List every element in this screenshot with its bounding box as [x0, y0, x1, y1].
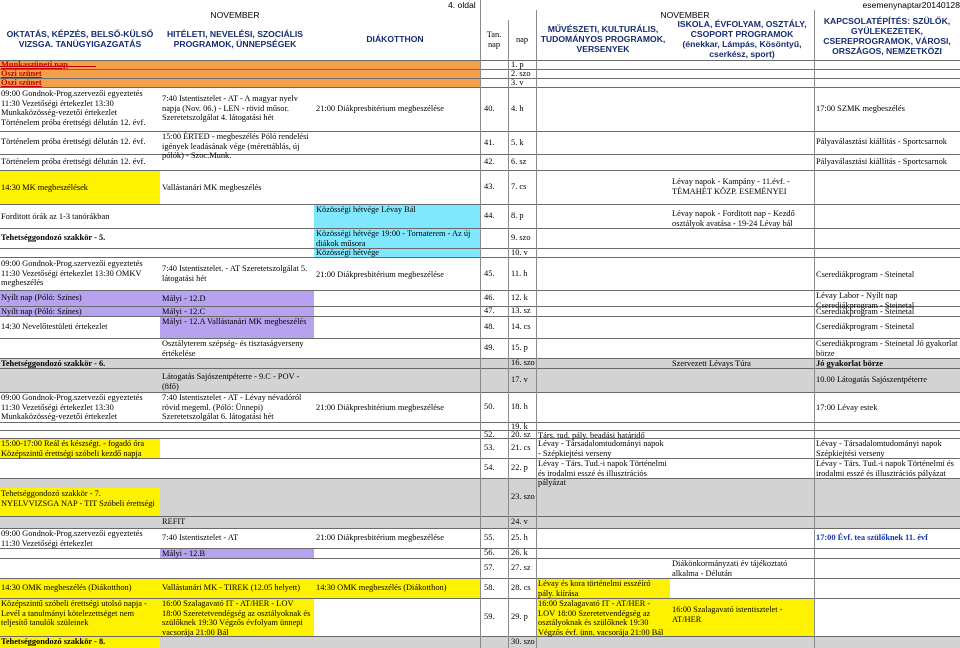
day-label: 1. p: [511, 60, 524, 69]
col2-r12: Mályi - 12.D: [162, 294, 206, 303]
col8-r22: Lévay - Társ. Tud.-i napok Történelmi és irodalmi esszé és illusztrációs pályázat: [816, 459, 954, 478]
col3-r25: 21:00 Diákpresbitérium megbeszélése: [316, 533, 444, 542]
col1-r21: 15:00-17:00 Reál és készségt. - fogadó óra Középszintű érettségi szóbeli kezdő napja: [1, 439, 145, 458]
col1-r8: Forditott órák az 1-3 tanórákban: [1, 212, 110, 221]
day-label: 5. k: [511, 137, 524, 147]
col8-r16: Jó gyakorlat börze: [816, 359, 883, 368]
col1-r4: 09:00 Gondnok-Prog.szervezői egyeztetés 11:30 Vezetőségi értekezlet 13:30 Munkaközösség-vezetői értekezlet Történelem próba érettségi délután 12. évf.: [1, 89, 146, 127]
col7-r8: Lévay napok - Forditott nap - Kezdő osztályok avatása - 19-24 Lévay bál: [672, 209, 795, 228]
month-label-left: NOVEMBER: [210, 10, 260, 20]
day-label: 3. v: [511, 78, 524, 87]
school-day-number: 55.: [484, 533, 495, 542]
col1-r18: 09:00 Gondnok-Prog.szervezői egyeztetés 11:30 Vezetőségi értekezlet 13:30 Munkaközösség-vezetői értekezlet: [1, 393, 143, 422]
col6-r21: Lévay - Társadalomtudományi napok - Szépkiejtési verseny: [538, 439, 664, 458]
header-relations: KAPCSOLATÉPÍTÉS: SZÜLŐK, GYÜLEKEZETEK, CSEREPROGRAMOK, VÁROSI, ORSZÁGOS, NEMZETKÖZI: [823, 16, 951, 56]
col1-r28: 14:30 OMK megbeszélés (Diákotthon): [1, 583, 132, 592]
header-school-day: Tan. nap: [486, 30, 502, 49]
school-day-number: 56.: [484, 548, 495, 557]
day-label: 24. v: [511, 517, 528, 526]
header-education: OKTATÁS, KÉPZÉS, BELSŐ-KÜLSŐ VIZSGA. TANÜGYIGAZGATÁS: [6, 29, 154, 49]
document-name: esemenynaptar20140128: [862, 0, 960, 10]
col1-r25: 09:00 Gondnok-Prog.szervezői egyeztetés 11:30 Vezetőségi értekezlet: [1, 529, 143, 548]
school-day-number: 53.: [484, 443, 495, 452]
day-label: 14. cs: [511, 322, 531, 331]
day-label: 28. cs: [511, 583, 531, 592]
day-label: 17. v: [511, 375, 528, 384]
col8-r4: 17:00 SZMK megbeszélés: [816, 104, 905, 113]
col1-r14: 14:30 Nevelőtestületi értekezlet: [1, 322, 108, 331]
col2-r25: 7:40 Istentisztelet - AT: [162, 533, 239, 542]
col2-r24: REFIT: [162, 517, 186, 526]
school-day-number: [484, 358, 508, 368]
col1-r6: Történelem próba érettségi délután 12. évf.: [1, 157, 146, 166]
school-day-number: 40.: [484, 104, 495, 113]
day-label: 12. k: [511, 293, 528, 302]
col8-r13: Cserediákprogram - Steinetal: [816, 307, 915, 316]
month-label-right: NOVEMBER: [660, 10, 710, 20]
col8-r21: Lévay - Társadalomtudományi napok Szépkiejtési verseny: [816, 439, 942, 458]
col3-r10: Közösségi hétvége: [316, 248, 380, 257]
header-school-groups: ISKOLA, ÉVFOLYAM, OSZTÁLY, CSOPORT PROGRAMOK (énekkar, Lámpás, Kösöntyű, cserkész, sport): [677, 19, 807, 59]
col7-r16: Szervezett Lévays Túra: [672, 359, 751, 368]
school-day-number: 59.: [484, 612, 495, 621]
school-day-number: [484, 233, 508, 243]
col2-r17: Látogatás Sajószentpéterre - 9.C - POV - (8fő): [162, 372, 300, 391]
day-label: 16. szo: [511, 358, 535, 367]
page-number: 4. oldal: [448, 0, 476, 10]
school-day-number: [484, 517, 508, 527]
day-label: 4. h: [511, 104, 524, 113]
col8-r17: 10.00 Látogatás Sajószentpéterre: [816, 375, 927, 384]
school-day-number: 41.: [484, 137, 495, 147]
school-day-number: 48.: [484, 322, 495, 331]
day-label: 2. szo: [511, 69, 531, 78]
school-day-number: 45.: [484, 268, 495, 278]
day-label: 10. v: [511, 248, 528, 257]
school-day-number: 58.: [484, 583, 495, 592]
school-day-number: 44.: [484, 211, 495, 220]
day-label: 13. sz: [511, 306, 531, 315]
col1-r2: Őszi szünet: [1, 69, 42, 78]
col1-r1: Munkaszüneti nap: [1, 60, 68, 69]
col6-r29: 16:00 Szalagavató IT - AT/HER - LOV 18:00 Szeretetvendégség az osztályoknak és szülőknek 19:30 Végzős évf. ünn. vacsorája 21:00 Bál: [538, 599, 664, 637]
col6-r28: Lévay és kora történelmi esszéíró pály. kiírása: [538, 579, 651, 598]
school-day-number: 47.: [484, 306, 495, 315]
col1-r9: Tehetséggondozó szakkör - 5.: [1, 233, 106, 242]
header-day: nap: [515, 35, 529, 45]
school-day-number: [484, 375, 508, 385]
day-label: 7. cs: [511, 182, 527, 191]
col8-r14: Cserediákprogram - Steinetal: [816, 322, 915, 331]
col3-r8: Közösségi hétvége Lévay Bál: [316, 205, 416, 214]
col2-r26: Mályi - 12.B: [162, 549, 206, 558]
school-day-number: [484, 492, 508, 502]
col2-r13: Mályi - 12.C: [162, 307, 206, 316]
school-day-number: 49.: [484, 343, 495, 352]
day-label: 19. k: [511, 422, 528, 431]
day-label: 9. szo: [511, 233, 531, 242]
col2-r7: Vallástanári MK megbeszélés: [162, 183, 262, 192]
col2-r15: Osztályterem szépség- és tisztaságverseny értékelése: [162, 339, 304, 358]
day-label: 23. szo: [511, 492, 535, 501]
col8-r26: 17:00 Évf. tea szülőknek 11. évf: [816, 533, 928, 542]
col8-r6: Pályaválasztási kiállítás - Sportcsarnok: [816, 157, 947, 166]
col3-r11: 21:00 Diákpresbitérium megbeszélése: [316, 270, 444, 279]
school-day-number: [484, 248, 508, 258]
col1-r30: Tehetséggondozó szakkör - 8.: [1, 637, 106, 646]
school-day-number: [484, 637, 508, 647]
col8-r12: Lévay Labor - Nyílt nap Cserediákprogram - Steinetal: [816, 291, 915, 310]
col3-r28: 14:30 OMK megbeszélés (Diákotthon): [316, 583, 447, 592]
col3-r9: Közösségi hétvége 19:00 - Tornaterem - Az új diákok műsora: [316, 229, 471, 248]
col2-r28: Vallástanári MK - TIREK (12.05 helyett): [162, 583, 300, 592]
school-day-number: 50.: [484, 402, 495, 411]
col2-r11: 7:40 Istentisztelet. - AT Szeretetszolgálat 5. látogatási hét: [162, 264, 308, 283]
day-label: 27. sz: [511, 563, 531, 572]
col2-r18: 7:40 Istentisztelet - AT - Lévay névadóról rövid megeml. (Póló: Ünnepi) Szeretetszolgálat 6. látogatási hét: [162, 393, 302, 422]
school-day-number: [484, 78, 508, 88]
school-day-number: 42.: [484, 157, 495, 166]
school-day-number: 57.: [484, 563, 495, 572]
header-religious: HITÉLETI, NEVELÉSI, SZOCIÁLIS PROGRAMOK, ÜNNEPSÉGEK: [166, 29, 304, 49]
day-label: 22. p: [511, 463, 528, 472]
day-label: 29. p: [511, 612, 528, 621]
col3-r4: 21:00 Diákpresbitérium megbeszélése: [316, 104, 444, 113]
col1-r12: Nyílt nap (Póló: Színes): [1, 293, 82, 302]
school-day-number: 46.: [484, 293, 495, 302]
day-label: 21. cs: [511, 443, 531, 452]
col7-r29: 16:00 Szalagavató istentisztelet - AT/HER: [672, 605, 783, 624]
col2-r5: 15:00 ÉRTED - megbeszélés Póló rendelési igények leadásának vége (mérettáblás, új pólók) - Szoc.Munk.: [162, 132, 309, 161]
header-dormitory: DIÁKOTTHON: [366, 34, 424, 45]
col7-r7: Lévay napok - Kampány - 11.évf. - TÉMAHÉT KÖZP. ESEMÉNYEI: [672, 177, 790, 196]
col6-r20: Társ. tud. pály. beadási határidő: [538, 431, 645, 440]
col2-r4: 7:40 Istentisztelet - AT - A magyar nyelv napja (Nov. 06.) - LEN - rövid műsor. Szeretetszolgálat 4. látogatási hét: [162, 94, 298, 123]
col7-r27: Diákönkormányzati év tájékoztató alkalma - Délután: [672, 559, 788, 578]
day-label: 20. sz: [511, 430, 531, 439]
col6-r22: Lévay - Társ. Tud.-i napok Történelmi és irodalmi esszé és illusztrációs pályázat: [538, 459, 667, 488]
col1-r16: Tehetséggondozó szakkör - 6.: [1, 359, 106, 368]
col8-r5: Pályaválasztási kiállítás - Sportcsarnok: [816, 137, 947, 146]
col1-r5: Történelem próba érettségi délután 12. évf.: [1, 137, 146, 146]
col1-r3: Őszi szünet: [1, 78, 42, 87]
day-label: 15. p: [511, 343, 528, 352]
col1-r11: 09:00 Gondnok-Prog.szervezői egyeztetés 11:30 Vezetőségi értekezlet 13:30 OMKV megbeszélés: [1, 259, 143, 288]
day-label: 6. sz: [511, 157, 527, 166]
day-label: 25. h: [511, 533, 528, 542]
col1-r29: Középszintű szóbeli érettségi utolsó napja - Levél a tanulmányi kötelezettséget nem teljesítő tanulók szüleinek: [1, 599, 147, 628]
col3-r18: 21:00 Diákpresbitérium megbeszélése: [316, 403, 444, 412]
day-label: 26. k: [511, 548, 528, 557]
col8-r18: 17:00 Lévay estek: [816, 403, 878, 412]
header-arts: MŰVÉSZETI, KULTURÁLIS, TUDOMÁNYOS PROGRAMOK, VERSENYEK: [540, 24, 666, 54]
col2-r29: 16:00 Szalagavató IT - AT/HER - LOV 18:00 Szeretetvendégség az osztályoknak és szülőknek 19:30 Végzős évfolyam ünnepi vacsorája 21:00 Bál: [162, 599, 311, 637]
school-day-number: 43.: [484, 182, 495, 191]
school-day-number: 54.: [484, 463, 495, 472]
col2-r14: Mályi - 12.A Vallástanári MK megbeszélés: [162, 317, 307, 326]
day-label: 11. h: [511, 268, 528, 278]
col8-r15: Cserediákprogram - Steinetal Jó gyakorlat börze: [816, 339, 958, 358]
day-label: 18. h: [511, 402, 528, 411]
day-label: 30. szo: [511, 637, 535, 646]
col1-r13: Nyílt nap (Póló: Színes): [1, 307, 82, 316]
col8-r11: Cserediákprogram - Steinetal: [816, 270, 915, 279]
col1-r23: Tehetséggondozó szakkör - 7. NYELVVIZSGA NAP - TIT Szóbeli érettségi: [1, 489, 155, 508]
col1-r7: 14:30 MK megbeszélések: [1, 183, 88, 192]
school-day-number: 52.: [484, 430, 495, 439]
day-label: 8. p: [511, 211, 524, 220]
